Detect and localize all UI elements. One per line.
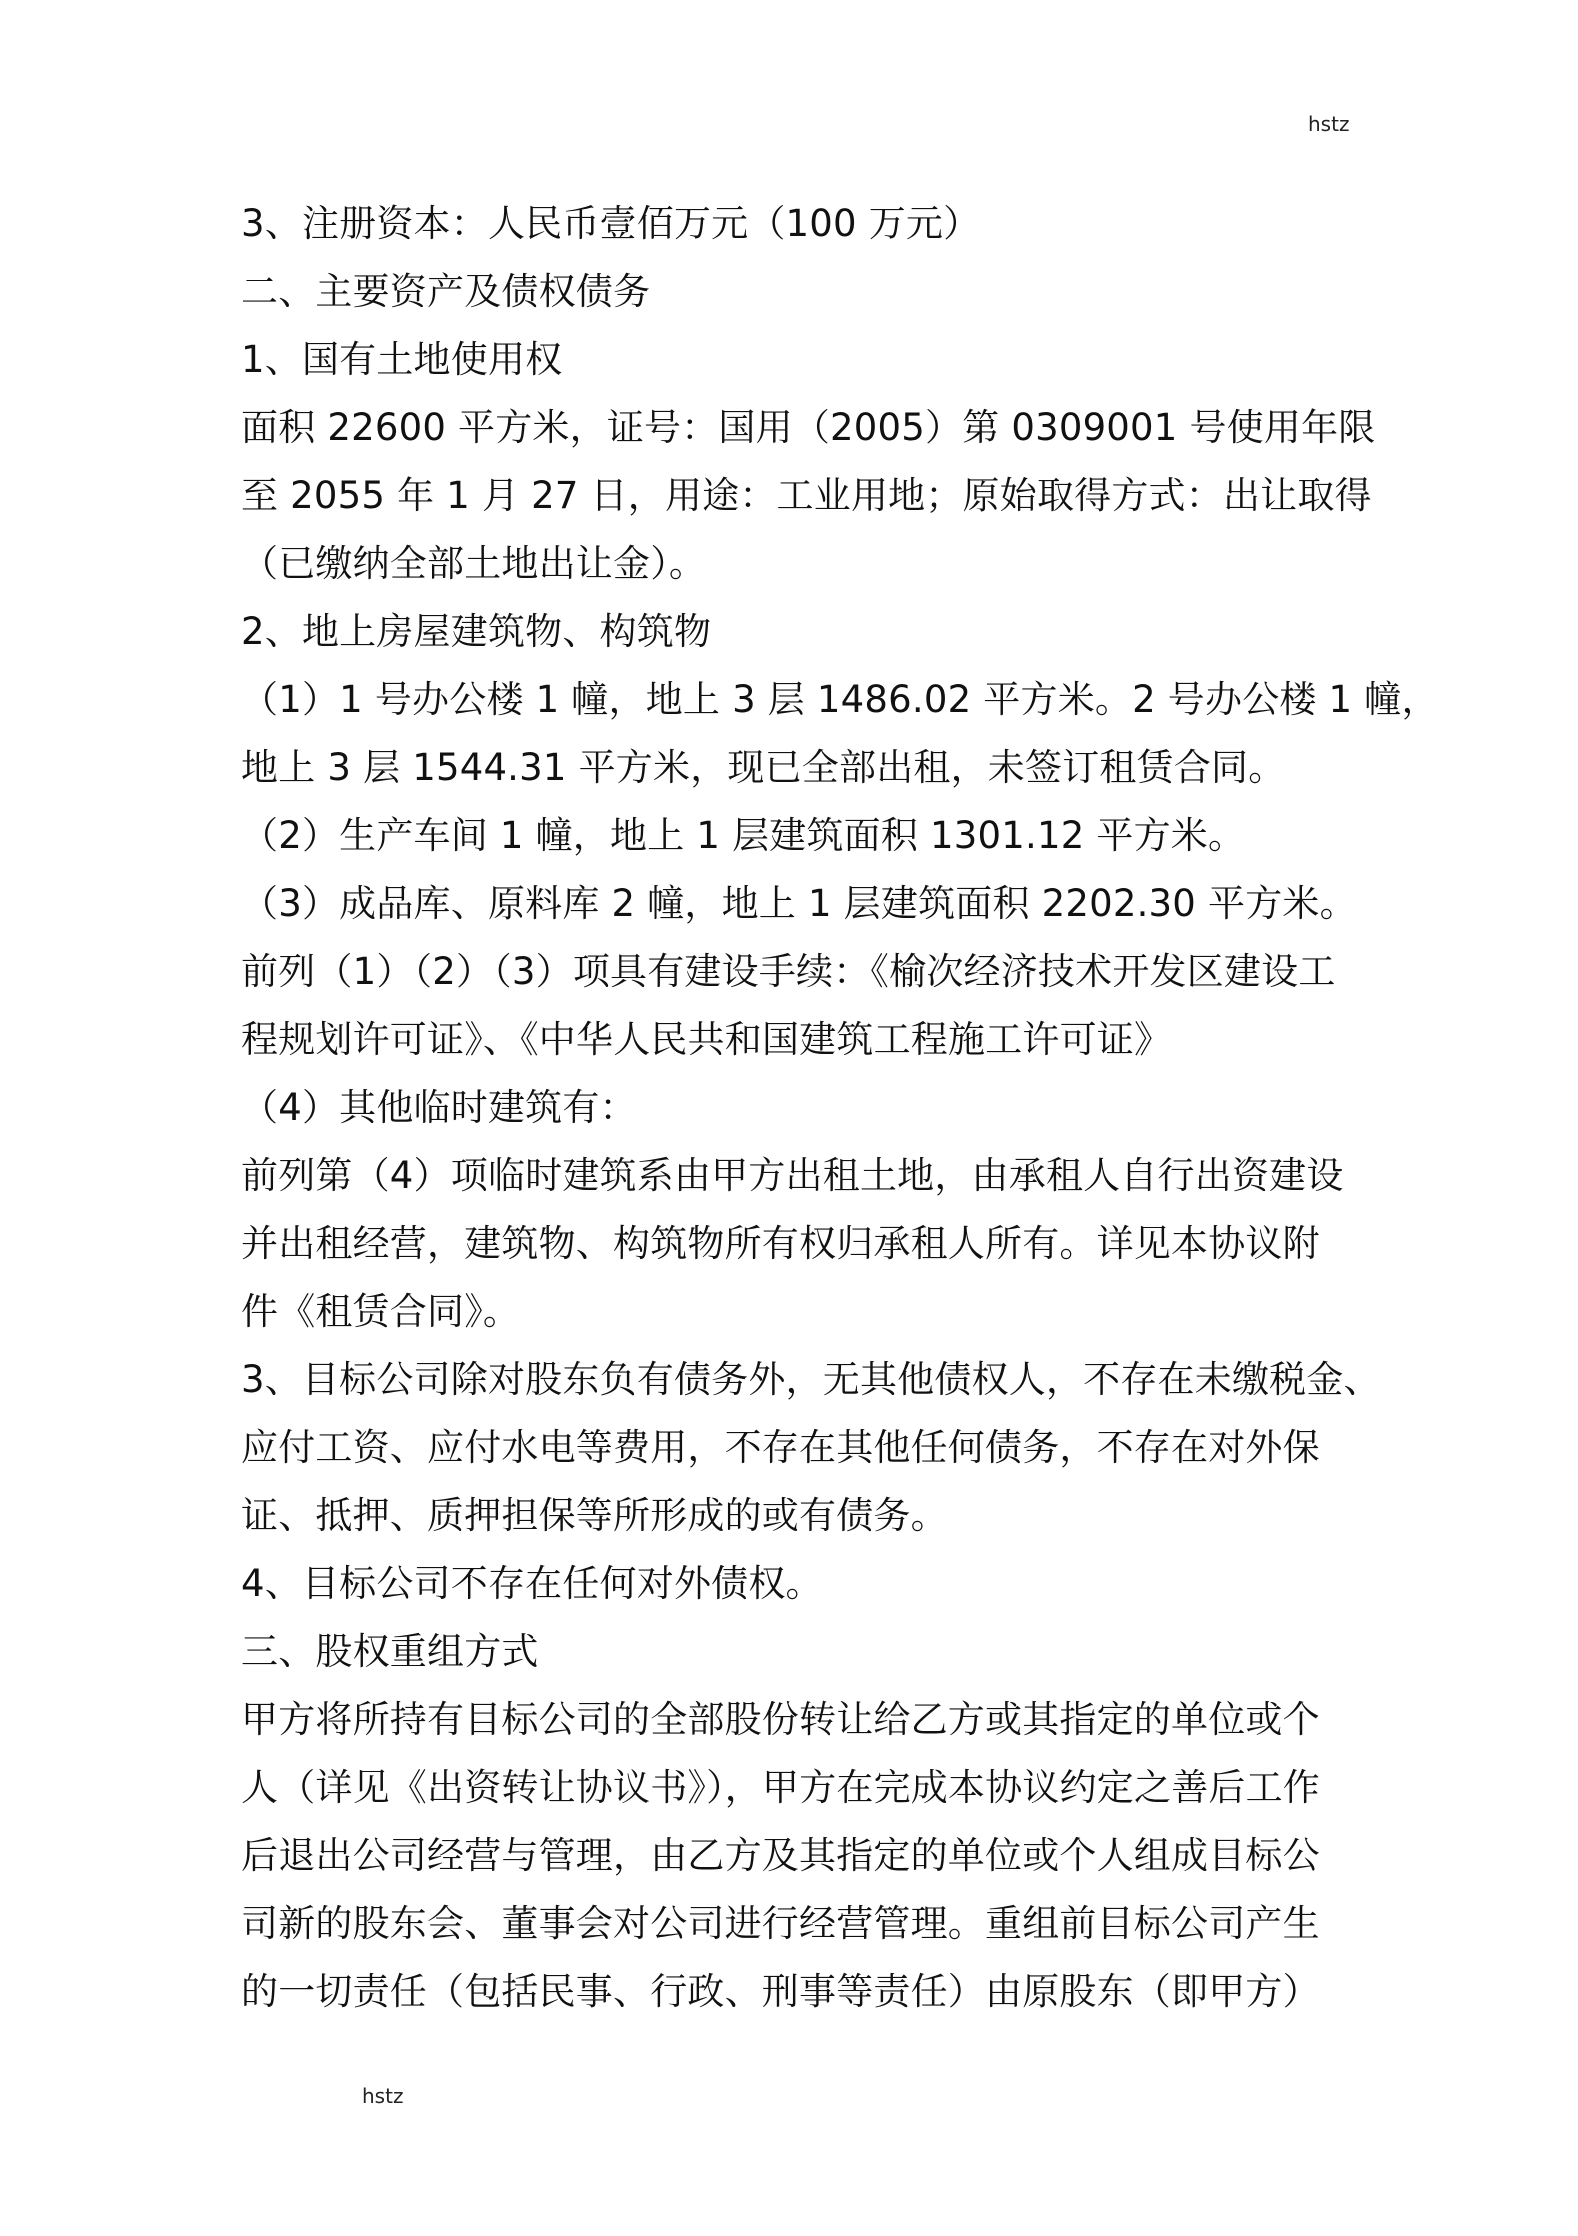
- header-watermark: hstz: [1308, 112, 1350, 136]
- text-line: 1、国有土地使用权: [241, 338, 563, 381]
- text-line: （3）成品库、原料库 2 幢，地上 1 层建筑面积 2202.30 平方米。: [241, 882, 1357, 925]
- text-line: 甲方将所持有目标公司的全部股份转让给乙方或其指定的单位或个: [241, 1698, 1320, 1741]
- text-line: 应付工资、应付水电等费用，不存在其他任何债务，不存在对外保: [241, 1426, 1320, 1469]
- text-line: 地上 3 层 1544.31 平方米，现已全部出租，未签订租赁合同。: [241, 746, 1286, 789]
- text-line: （4）其他临时建筑有：: [241, 1086, 637, 1129]
- text-line: 3、注册资本：人民币壹佰万元（100 万元）: [241, 202, 981, 245]
- text-line: 人（详见《出资转让协议书》），甲方在完成本协议约定之善后工作: [241, 1766, 1320, 1809]
- text-line: （已缴纳全部土地出让金）。: [241, 542, 707, 585]
- text-line: （2）生产车间 1 幢，地上 1 层建筑面积 1301.12 平方米。: [241, 814, 1246, 857]
- text-line: 件《租赁合同》。: [241, 1290, 521, 1333]
- text-line: （1）1 号办公楼 1 幢，地上 3 层 1486.02 平方米。2 号办公楼 1 幢，: [241, 678, 1439, 721]
- text-line: 三、股权重组方式: [241, 1630, 539, 1673]
- text-line: 4、目标公司不存在任何对外债权。: [241, 1562, 823, 1605]
- text-line: 证、抵押、质押担保等所形成的或有债务。: [241, 1494, 948, 1537]
- text-line: 后退出公司经营与管理，由乙方及其指定的单位或个人组成目标公: [241, 1834, 1320, 1877]
- text-line: 并出租经营，建筑物、构筑物所有权归承租人所有。详见本协议附: [241, 1222, 1320, 1265]
- text-line: 程规划许可证》、《中华人民共和国建筑工程施工许可证》: [241, 1018, 1172, 1061]
- document-body: [241, 190, 1439, 2026]
- footer-watermark: hstz: [362, 2084, 404, 2108]
- text-line: 二、主要资产及债权债务: [241, 270, 651, 313]
- text-line: 司新的股东会、董事会对公司进行经营管理。重组前目标公司产生: [241, 1902, 1320, 1945]
- text-line: 的一切责任（包括民事、行政、刑事等责任）由原股东（即甲方）: [241, 1970, 1320, 2013]
- text-line: 3、目标公司除对股东负有债务外，无其他债权人，不存在未缴税金、: [241, 1358, 1381, 1401]
- text-line: 面积 22600 平方米，证号：国用（2005）第 0309001 号使用年限: [241, 406, 1376, 449]
- text-line: 前列第（4）项临时建筑系由甲方出租土地，由承租人自行出资建设: [241, 1154, 1344, 1197]
- text-line: 至 2055 年 1 月 27 日，用途：工业用地；原始取得方式：出让取得: [241, 474, 1372, 517]
- text-line: 前列（1）（2）（3）项具有建设手续：《榆次经济技术开发区建设工: [241, 950, 1336, 993]
- text-line: 2、地上房屋建筑物、构筑物: [241, 610, 712, 653]
